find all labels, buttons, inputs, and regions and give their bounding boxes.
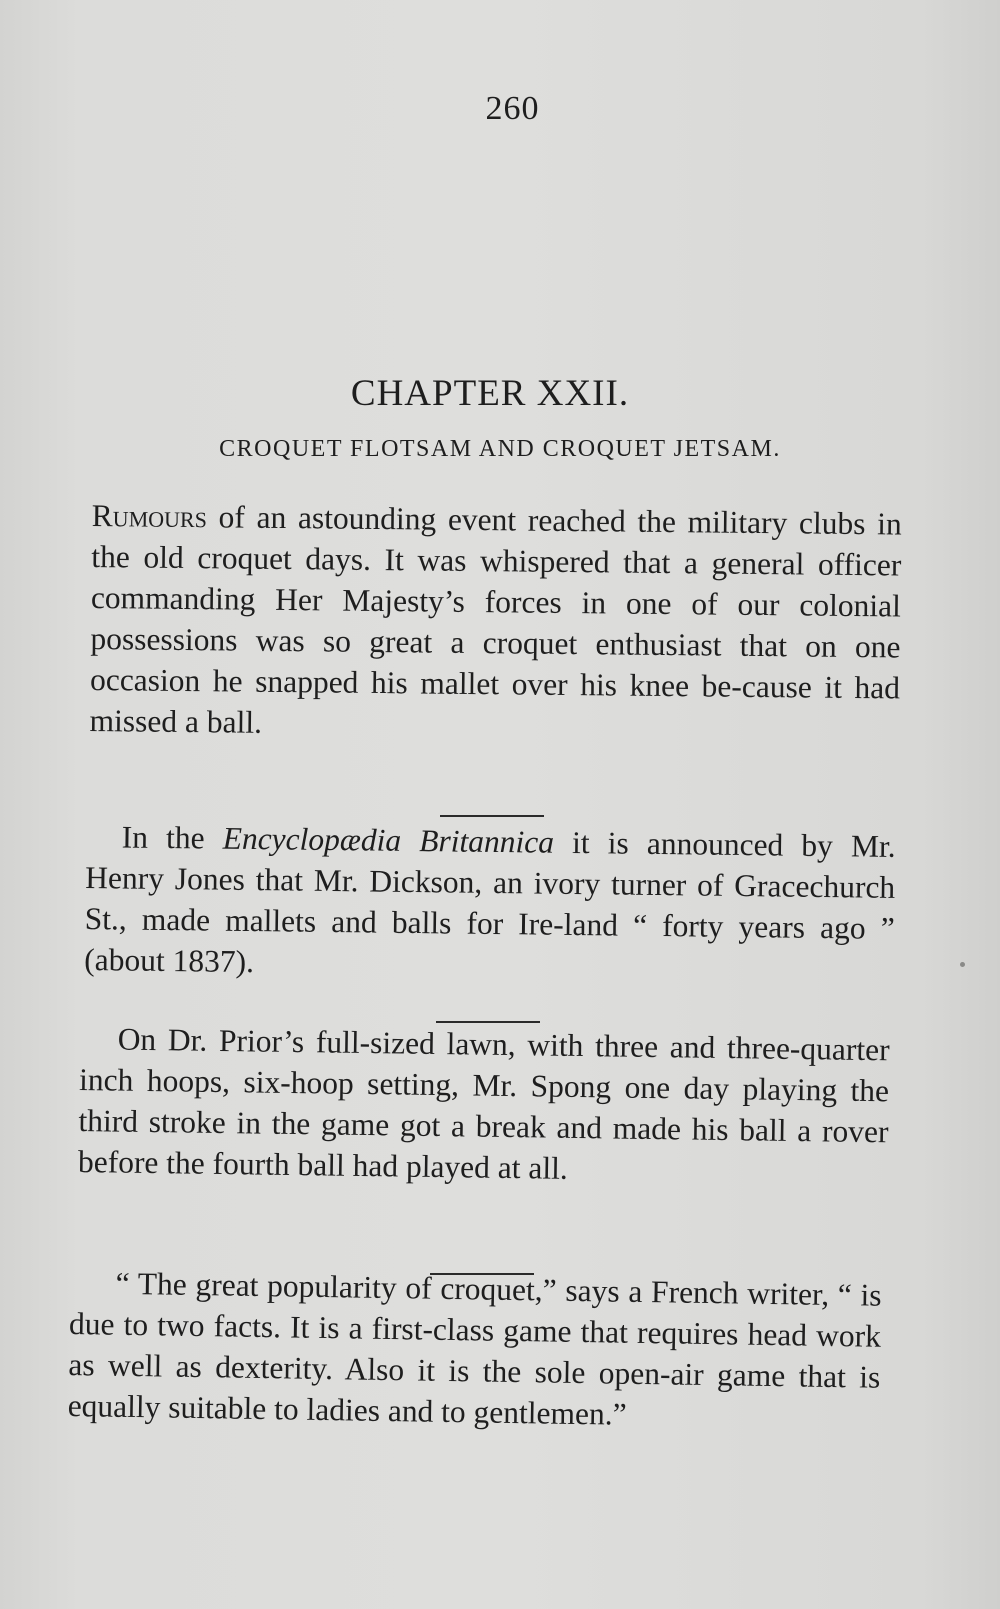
paragraph-encyclopaedia <box>84 816 896 990</box>
paragraph-french-writer <box>67 1262 881 1439</box>
section-divider <box>440 815 544 817</box>
chapter-title: CHAPTER XXII. <box>350 373 630 414</box>
paragraph-text-after: it is announced by Mr. Henry Jones that Mr. Dickson, an ivory turner of Gracechurch St., made mallets and balls for Ire-land “ forty years ago ” (about 1837). <box>84 824 896 980</box>
paragraph-text: On Dr. Prior’s full-sized lawn, with three and three-quarter inch hoops, six-hoop setting, Mr. Spong one day playing the third stroke in the game got a break and made his ball a rover before the fourth ball had played at all. <box>77 1021 890 1186</box>
paragraph-text: “ The great popularity of croquet,” says a French writer, “ is due to two facts. It is a first-class game that requires head work as well as dexterity. Also it is the sole open-air game that is equally suitable to ladies and to gentlemen.” <box>67 1265 882 1432</box>
paper-speck <box>960 962 965 967</box>
book-title: Encyclopædia Britannica <box>222 820 555 860</box>
paragraph-dr-prior <box>78 1018 890 1193</box>
paragraph-rumours <box>89 495 902 749</box>
paragraph-lead-word: Rumours <box>91 497 208 535</box>
page-number: 260 <box>485 90 540 127</box>
chapter-subtitle: CROQUET FLOTSAM AND CROQUET JETSAM. <box>219 436 781 462</box>
paragraph-text-before: In the <box>121 819 223 856</box>
paragraph-text: of an astounding event reached the military clubs in the old croquet days. It was whispered that a general officer commanding Her Majesty’s forces in one of our colonial possessions was so great a croquet enthusiast that on one occasion he snapped his mallet over his knee be-cause it had missed a ball. <box>89 499 902 740</box>
